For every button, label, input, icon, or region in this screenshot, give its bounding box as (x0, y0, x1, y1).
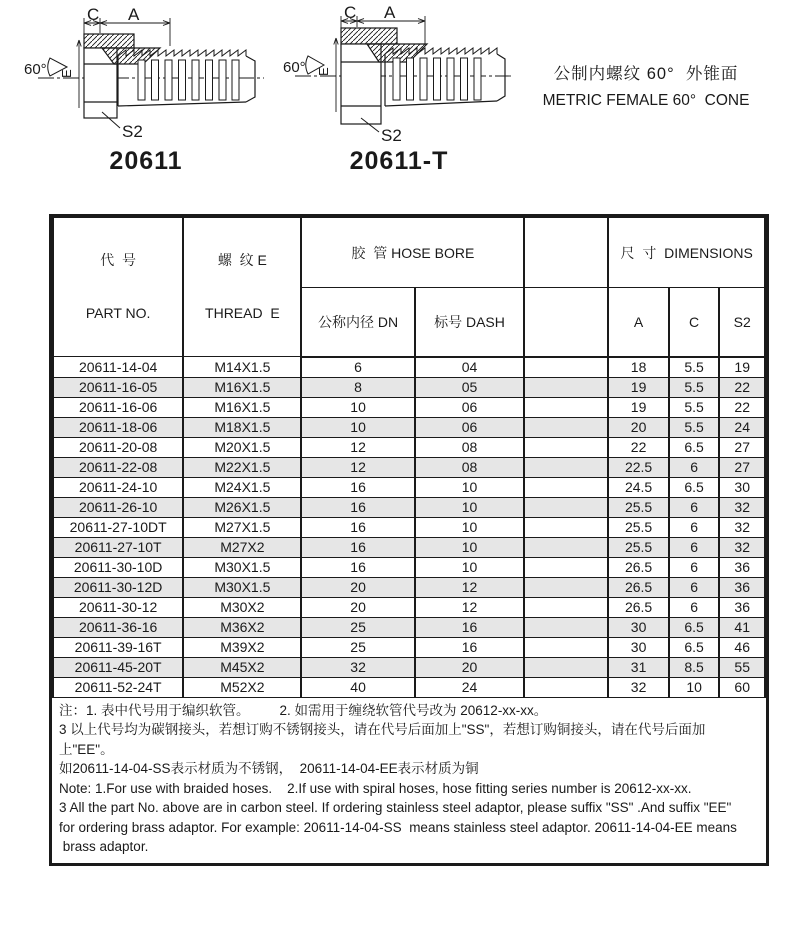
part-no-cell: 20611-30-12D (53, 577, 183, 597)
blank-cell (524, 517, 608, 537)
dim-s2-cell: 19 (719, 357, 765, 378)
dash-cell: 10 (415, 517, 525, 537)
part-no-cell: 20611-45-20T (53, 657, 183, 677)
part-no-cell: 20611-20-08 (53, 437, 183, 457)
dim-s2-cell: 32 (719, 497, 765, 517)
dash-cell: 10 (415, 537, 525, 557)
spec-table (52, 217, 766, 698)
thread-cell: M52X2 (183, 677, 301, 697)
dim-c-cell: 6 (669, 597, 720, 617)
dn-cell: 16 (301, 537, 414, 557)
note-line: 3 All the part No. above are in carbon steel. If ordering stainless steel adaptor, please suffix "SS" .And suffix "EE" (59, 800, 732, 815)
thread-cell: M30X1.5 (183, 557, 301, 577)
header-s2: S2 (719, 288, 765, 357)
table-row (53, 537, 765, 557)
header-thread-zh: 螺 纹 E (217, 252, 267, 268)
dim-c-cell: 5.5 (669, 417, 720, 437)
header-c: C (669, 288, 720, 357)
dim-c-cell: 8.5 (669, 657, 720, 677)
dn-cell: 6 (301, 357, 414, 378)
dim-c-cell: 6.5 (669, 617, 720, 637)
dim-label-e: E (59, 69, 74, 78)
table-row (53, 677, 765, 697)
dn-cell: 40 (301, 677, 414, 697)
blank-cell (524, 677, 608, 697)
thread-cell: M20X1.5 (183, 437, 301, 457)
part-no-cell: 20611-39-16T (53, 637, 183, 657)
dim-c-cell: 6 (669, 557, 720, 577)
dim-s2-cell: 55 (719, 657, 765, 677)
blank-cell (524, 557, 608, 577)
dim-c-cell: 5.5 (669, 397, 720, 417)
part-no-cell: 20611-16-06 (53, 397, 183, 417)
shank-slots (393, 58, 481, 100)
dash-cell: 20 (415, 657, 525, 677)
dn-cell: 8 (301, 377, 414, 397)
thread-cell: M45X2 (183, 657, 301, 677)
blank-cell (524, 617, 608, 637)
dn-cell: 32 (301, 657, 414, 677)
dim-s2-cell: 30 (719, 477, 765, 497)
dash-cell: 16 (415, 617, 525, 637)
dim-c-cell: 6 (669, 497, 720, 517)
thread-cell: M14X1.5 (183, 357, 301, 378)
nut-section-hatch (84, 34, 134, 48)
blank-cell (524, 497, 608, 517)
spec-table-body (53, 357, 765, 698)
dn-cell: 12 (301, 457, 414, 477)
dim-a-cell: 26.5 (608, 577, 669, 597)
dn-cell: 25 (301, 617, 414, 637)
table-row (53, 497, 765, 517)
fitting-diagram-20611-t (283, 6, 515, 144)
dim-a-cell: 22.5 (608, 457, 669, 477)
table-row (53, 437, 765, 457)
dash-cell: 10 (415, 497, 525, 517)
drawing-caption-left: 20611 (109, 147, 183, 175)
note-line: 注：1. 表中代号用于编织软管。 2. 如需用于缠绕软管代号改为 20612-xx-xx。 (59, 702, 548, 718)
dim-c-cell: 6 (669, 537, 720, 557)
header-part-no (53, 218, 183, 357)
thread-cell: M22X1.5 (183, 457, 301, 477)
part-no-cell: 20611-36-16 (53, 617, 183, 637)
thread-cell: M16X1.5 (183, 397, 301, 417)
blank-cell (524, 457, 608, 477)
header-thread (183, 218, 301, 357)
shank-tail (246, 56, 255, 102)
dim-label-c: C (87, 6, 100, 24)
dim-c-cell: 5.5 (669, 357, 720, 378)
blank-cell (524, 357, 608, 378)
note-line: for ordering brass adaptor. For example: 20611-14-04-SS means stainless steel adaptor. 20611-14-04-EE means (59, 819, 737, 835)
dash-cell: 12 (415, 597, 525, 617)
dim-a-cell: 30 (608, 617, 669, 637)
part-no-cell: 20611-30-12 (53, 597, 183, 617)
part-no-cell: 20611-18-06 (53, 417, 183, 437)
table-row (53, 377, 765, 397)
blank-cell (524, 637, 608, 657)
part-no-cell: 20611-52-24T (53, 677, 183, 697)
drawing-caption-right: 20611-T (349, 147, 449, 175)
header-part-no-en: PART NO. (85, 305, 151, 321)
part-no-cell: 20611-30-10D (53, 557, 183, 577)
dim-s2-cell: 32 (719, 517, 765, 537)
table-row (53, 417, 765, 437)
thread-cell: M27X1.5 (183, 517, 301, 537)
dn-cell: 10 (301, 417, 414, 437)
dim-c-cell: 6 (669, 457, 720, 477)
dn-cell: 20 (301, 597, 414, 617)
blank-cell (524, 597, 608, 617)
dim-c-cell: 6.5 (669, 477, 720, 497)
blank-cell (524, 397, 608, 417)
part-no-cell: 20611-14-04 (53, 357, 183, 378)
dn-cell: 10 (301, 397, 414, 417)
dn-cell: 12 (301, 437, 414, 457)
dash-cell: 12 (415, 577, 525, 597)
table-row (53, 557, 765, 577)
blank-cell (524, 417, 608, 437)
note-line: brass adaptor. (59, 839, 149, 854)
header-thread-en: THREAD E (205, 305, 280, 321)
dim-a-cell: 30 (608, 637, 669, 657)
nut-section-hatch (341, 28, 397, 44)
dim-c-cell: 10 (669, 677, 720, 697)
header-dash: 标号 DASH (415, 288, 525, 357)
dim-a-cell: 26.5 (608, 597, 669, 617)
dim-a-cell: 32 (608, 677, 669, 697)
dash-cell: 04 (415, 357, 525, 378)
dim-a-cell: 25.5 (608, 517, 669, 537)
dim-a-cell: 26.5 (608, 557, 669, 577)
blank-cell (524, 437, 608, 457)
table-row (53, 517, 765, 537)
dim-c-cell: 5.5 (669, 377, 720, 397)
dim-s2-cell: 60 (719, 677, 765, 697)
dim-a-cell: 20 (608, 417, 669, 437)
dim-a-cell: 25.5 (608, 537, 669, 557)
table-row (53, 637, 765, 657)
fitting-diagram-20611 (22, 6, 270, 144)
dash-cell: 08 (415, 457, 525, 477)
header-hose-bore: 胶 管 HOSE BORE (301, 218, 524, 288)
dim-s2-cell: 36 (719, 597, 765, 617)
header-dimensions: 尺 寸 DIMENSIONS (608, 218, 765, 288)
dim-label-a: A (384, 6, 396, 22)
blank-cell (524, 657, 608, 677)
dim-s2-cell: 24 (719, 417, 765, 437)
thread-cell: M39X2 (183, 637, 301, 657)
dn-cell: 16 (301, 517, 414, 537)
blank-cell (524, 537, 608, 557)
dash-cell: 10 (415, 557, 525, 577)
dn-cell: 16 (301, 497, 414, 517)
dim-c-cell: 6 (669, 577, 720, 597)
title-chinese: 公制内螺纹 60° 外锥面 (553, 65, 739, 83)
dim-a-cell: 22 (608, 437, 669, 457)
notes (52, 698, 766, 863)
thread-cell: M30X1.5 (183, 577, 301, 597)
dim-a-cell: 18 (608, 357, 669, 378)
dim-label-s2: S2 (122, 122, 143, 141)
part-no-cell: 20611-27-10T (53, 537, 183, 557)
angle-label: 60° (24, 61, 47, 78)
dash-cell: 10 (415, 477, 525, 497)
header-blank (524, 288, 608, 357)
page-title (500, 60, 792, 110)
dash-cell: 24 (415, 677, 525, 697)
blank-cell (524, 477, 608, 497)
shank-slots (138, 60, 239, 100)
dim-s2-cell: 22 (719, 377, 765, 397)
header-part-no-zh: 代 号 (100, 252, 137, 268)
dim-c-cell: 6 (669, 517, 720, 537)
dim-a-cell: 25.5 (608, 497, 669, 517)
dim-s2-cell: 22 (719, 397, 765, 417)
spec-table-frame (49, 214, 769, 866)
fitting-drawing-20611-t (283, 6, 515, 176)
thread-cell: M18X1.5 (183, 417, 301, 437)
dash-cell: 06 (415, 417, 525, 437)
dim-label-e: E (316, 67, 331, 76)
thread-cell: M24X1.5 (183, 477, 301, 497)
thread-cell: M16X1.5 (183, 377, 301, 397)
dim-label-a: A (128, 6, 140, 24)
dn-cell: 20 (301, 577, 414, 597)
header-a: A (608, 288, 669, 357)
table-row (53, 357, 765, 378)
thread-cell: M27X2 (183, 537, 301, 557)
dim-s2-cell: 41 (719, 617, 765, 637)
dim-label-c: C (344, 6, 357, 22)
dim-a-cell: 31 (608, 657, 669, 677)
dim-a-cell: 19 (608, 377, 669, 397)
fitting-drawing-20611 (22, 6, 270, 176)
blank-cell (524, 377, 608, 397)
table-row (53, 457, 765, 477)
thread-cell: M30X2 (183, 597, 301, 617)
dim-s2-cell: 36 (719, 557, 765, 577)
dim-s2-cell: 46 (719, 637, 765, 657)
dash-cell: 08 (415, 437, 525, 457)
part-no-cell: 20611-22-08 (53, 457, 183, 477)
part-no-cell: 20611-24-10 (53, 477, 183, 497)
thread-cell: M26X1.5 (183, 497, 301, 517)
dim-c-cell: 6.5 (669, 437, 720, 457)
thread-cell: M36X2 (183, 617, 301, 637)
title-english: METRIC FEMALE 60° CONE (542, 92, 750, 109)
table-row (53, 657, 765, 677)
table-row (53, 577, 765, 597)
table-row (53, 477, 765, 497)
note-line: Note: 1.For use with braided hoses. 2.If use with spiral hoses, hose fitting series number is 20612-xx-xx. (59, 780, 692, 796)
dn-cell: 16 (301, 477, 414, 497)
blank-cell (524, 577, 608, 597)
dim-s2-cell: 32 (719, 537, 765, 557)
dim-a-cell: 24.5 (608, 477, 669, 497)
table-row (53, 597, 765, 617)
header-blank (524, 218, 608, 288)
dash-cell: 05 (415, 377, 525, 397)
dim-a-cell: 19 (608, 397, 669, 417)
table-row (53, 397, 765, 417)
part-no-cell: 20611-27-10DT (53, 517, 183, 537)
dim-label-s2: S2 (381, 126, 402, 144)
note-line: 3 以上代号均为碳钢接头，若想订购不锈钢接头，请在代号后面加上"SS"，若想订购铜接头，请在代号后面加上"EE"。 (59, 722, 706, 757)
dash-cell: 16 (415, 637, 525, 657)
part-no-cell: 20611-26-10 (53, 497, 183, 517)
dim-s2-cell: 27 (719, 437, 765, 457)
note-line: 如20611-14-04-SS表示材质为不锈钢， 20611-14-04-EE表示材质为铜 (59, 761, 479, 776)
dim-s2-cell: 36 (719, 577, 765, 597)
header-dn: 公称内径 DN (301, 288, 414, 357)
table-row (53, 617, 765, 637)
part-no-cell: 20611-16-05 (53, 377, 183, 397)
dash-cell: 06 (415, 397, 525, 417)
angle-label: 60° (283, 59, 306, 76)
dn-cell: 16 (301, 557, 414, 577)
dim-s2-cell: 27 (719, 457, 765, 477)
dim-c-cell: 6.5 (669, 637, 720, 657)
dn-cell: 25 (301, 637, 414, 657)
